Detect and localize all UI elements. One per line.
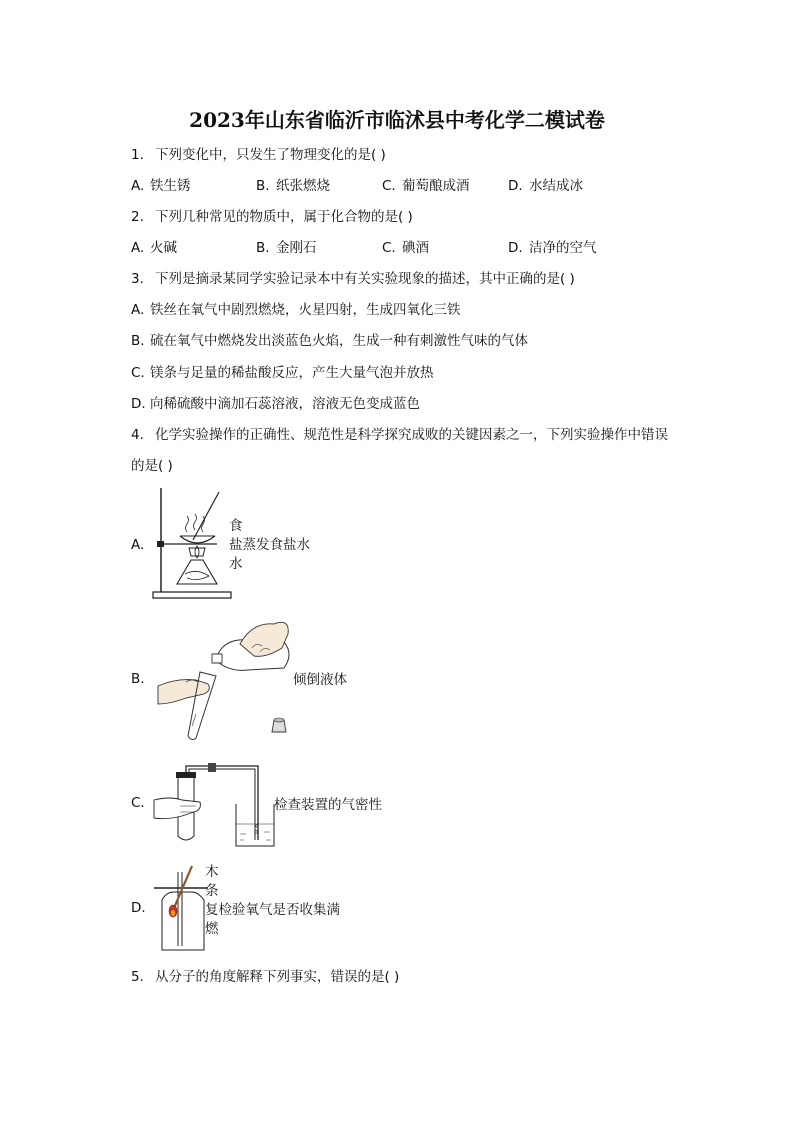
question-3-option-d-text: 向稀硫酸中滴加石蕊溶液，溶液无色变成蓝色: [150, 396, 420, 412]
question-1-number: 1.: [131, 147, 144, 163]
option-d-caption-line4: 燃: [205, 921, 219, 937]
question-2-option-c-text: 碘酒: [402, 240, 429, 256]
question-2-option-a-text: 火碱: [150, 240, 177, 256]
question-3-option-c-letter: C.: [131, 365, 145, 381]
question-3-text: 下列是摘录某同学实验记录本中有关实验现象的描述，其中正确的是( ): [155, 271, 575, 287]
question-1-text: 下列变化中，只发生了物理变化的是( ): [155, 147, 386, 163]
option-d-caption-line3: 复检验氧气是否收集满: [205, 902, 340, 918]
question-3-option-a-letter: A.: [131, 302, 145, 318]
question-1-option-b-text: 纸张燃烧: [276, 178, 330, 194]
question-3-option-b-text: 硫在氧气中燃烧发出淡蓝色火焰，生成一种有刺激性气味的气体: [150, 333, 528, 349]
oxygen-collection-test-illustration: [152, 862, 210, 954]
question-4-option-b-letter: B.: [131, 671, 145, 687]
question-5-text: 从分子的角度解释下列事实，错误的是( ): [155, 969, 400, 985]
question-1-option-a-letter: A.: [131, 178, 145, 194]
pouring-liquid-illustration: [156, 614, 296, 744]
question-3-option-a-text: 铁丝在氧气中剧烈燃烧，火星四射，生成四氧化三铁: [150, 302, 461, 318]
option-a-caption-line1: 食: [229, 518, 243, 534]
option-c-caption: 检查装置的气密性: [274, 797, 382, 813]
option-d-caption-line1: 木: [205, 864, 219, 880]
question-1-option-d-letter: D.: [508, 178, 523, 194]
question-1-option-c-text: 葡萄酿成酒: [402, 178, 470, 194]
question-1-option-a-text: 铁生锈: [150, 178, 191, 194]
question-2-option-d-text: 洁净的空气: [529, 240, 597, 256]
airtightness-check-illustration: [152, 760, 277, 850]
question-4-option-a-letter: A.: [131, 537, 145, 553]
question-2-text: 下列几种常见的物质中，属于化合物的是( ): [155, 209, 413, 225]
question-2-number: 2.: [131, 209, 144, 225]
option-d-caption-line2: 条: [205, 883, 219, 899]
question-4-option-d-letter: D.: [131, 900, 146, 916]
question-4-text-line1: 化学实验操作的正确性、规范性是科学探究成败的关键因素之一，下列实验操作中错误: [155, 427, 668, 443]
question-5-number: 5.: [131, 969, 144, 985]
question-3-option-d-letter: D.: [131, 396, 146, 412]
question-1-option-c-letter: C.: [382, 178, 396, 194]
question-2-option-c-letter: C.: [382, 240, 396, 256]
question-3-option-c-text: 镁条与足量的稀盐酸反应，产生大量气泡并放热: [150, 365, 434, 381]
question-2-option-a-letter: A.: [131, 240, 145, 256]
question-3-option-b-letter: B.: [131, 333, 145, 349]
question-4-option-c-letter: C.: [131, 795, 145, 811]
question-4-text-line2: 的是( ): [131, 458, 173, 474]
evaporation-apparatus-illustration: [147, 484, 232, 604]
question-1-option-d-text: 水结成冰: [529, 178, 583, 194]
question-2-option-b-text: 金刚石: [276, 240, 317, 256]
option-b-caption: 倾倒液体: [293, 672, 347, 688]
question-3-number: 3.: [131, 271, 144, 287]
page-title: 2023年山东省临沂市临沭县中考化学二模试卷: [189, 108, 605, 132]
question-4-number: 4.: [131, 427, 144, 443]
question-2-option-d-letter: D.: [508, 240, 523, 256]
option-a-caption-line2: 盐蒸发食盐水: [229, 537, 310, 553]
option-a-caption-line3: 水: [229, 556, 243, 572]
question-1-option-b-letter: B.: [256, 178, 270, 194]
question-2-option-b-letter: B.: [256, 240, 270, 256]
